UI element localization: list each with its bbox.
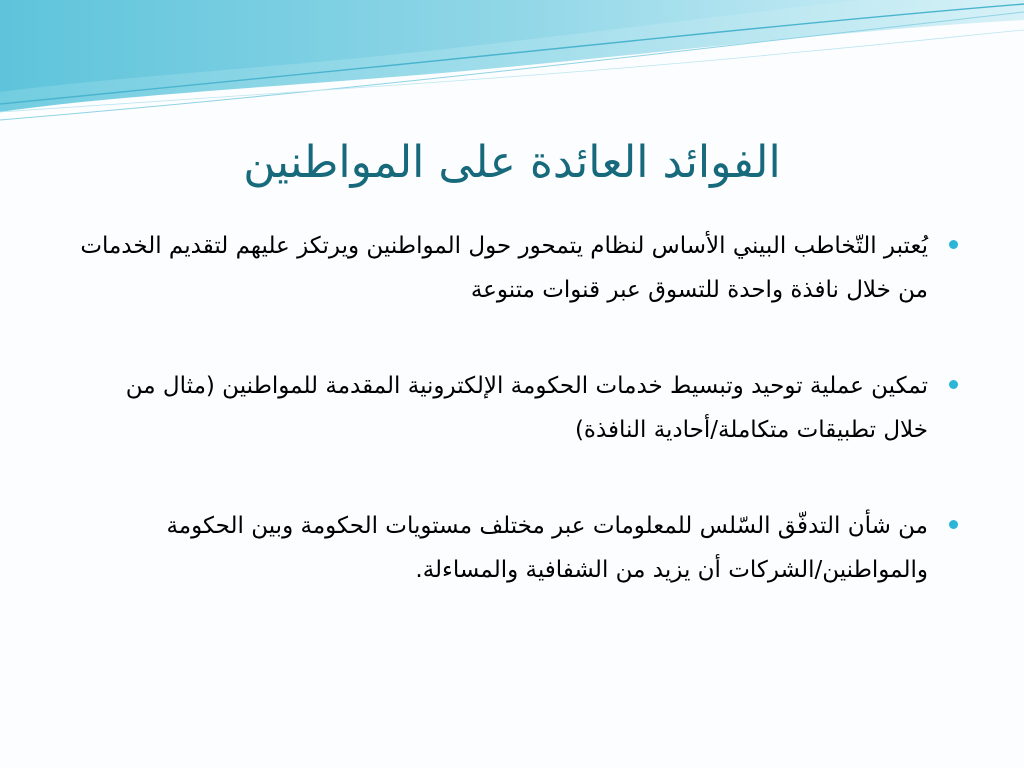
- bullet-dot-icon: [949, 240, 958, 249]
- bullet-item-1: [78, 224, 958, 312]
- header-wave-decoration: [0, 0, 1024, 130]
- slide-title: الفوائد العائدة على المواطنين: [243, 137, 781, 188]
- bullet-text: من شأن التدفّق السّلس للمعلومات عبر مختلف مستويات الحكومة وبين الحكومة والمواطنين/الشركات أن يزيد من الشفافية والمساءلة.: [166, 513, 928, 583]
- bullet-dot-icon: [949, 520, 958, 529]
- bullet-list: [78, 224, 958, 644]
- bullet-text: تمكين عملية توحيد وتبسيط خدمات الحكومة الإلكترونية المقدمة للمواطنين (مثال من خلال تطبيقات متكاملة/أحادية النافذة): [125, 373, 928, 443]
- wave-band-front: [0, 0, 860, 92]
- bullet-item-3: [78, 504, 958, 592]
- bullet-dot-icon: [949, 380, 958, 389]
- bullet-text: يُعتبر التّخاطب البيني الأساس لنظام يتمحور حول المواطنين ويرتكز عليهم لتقديم الخدمات من خلال نافذة واحدة للتسوق عبر قنوات متنوعة: [80, 233, 928, 303]
- bullet-item-2: [78, 364, 958, 452]
